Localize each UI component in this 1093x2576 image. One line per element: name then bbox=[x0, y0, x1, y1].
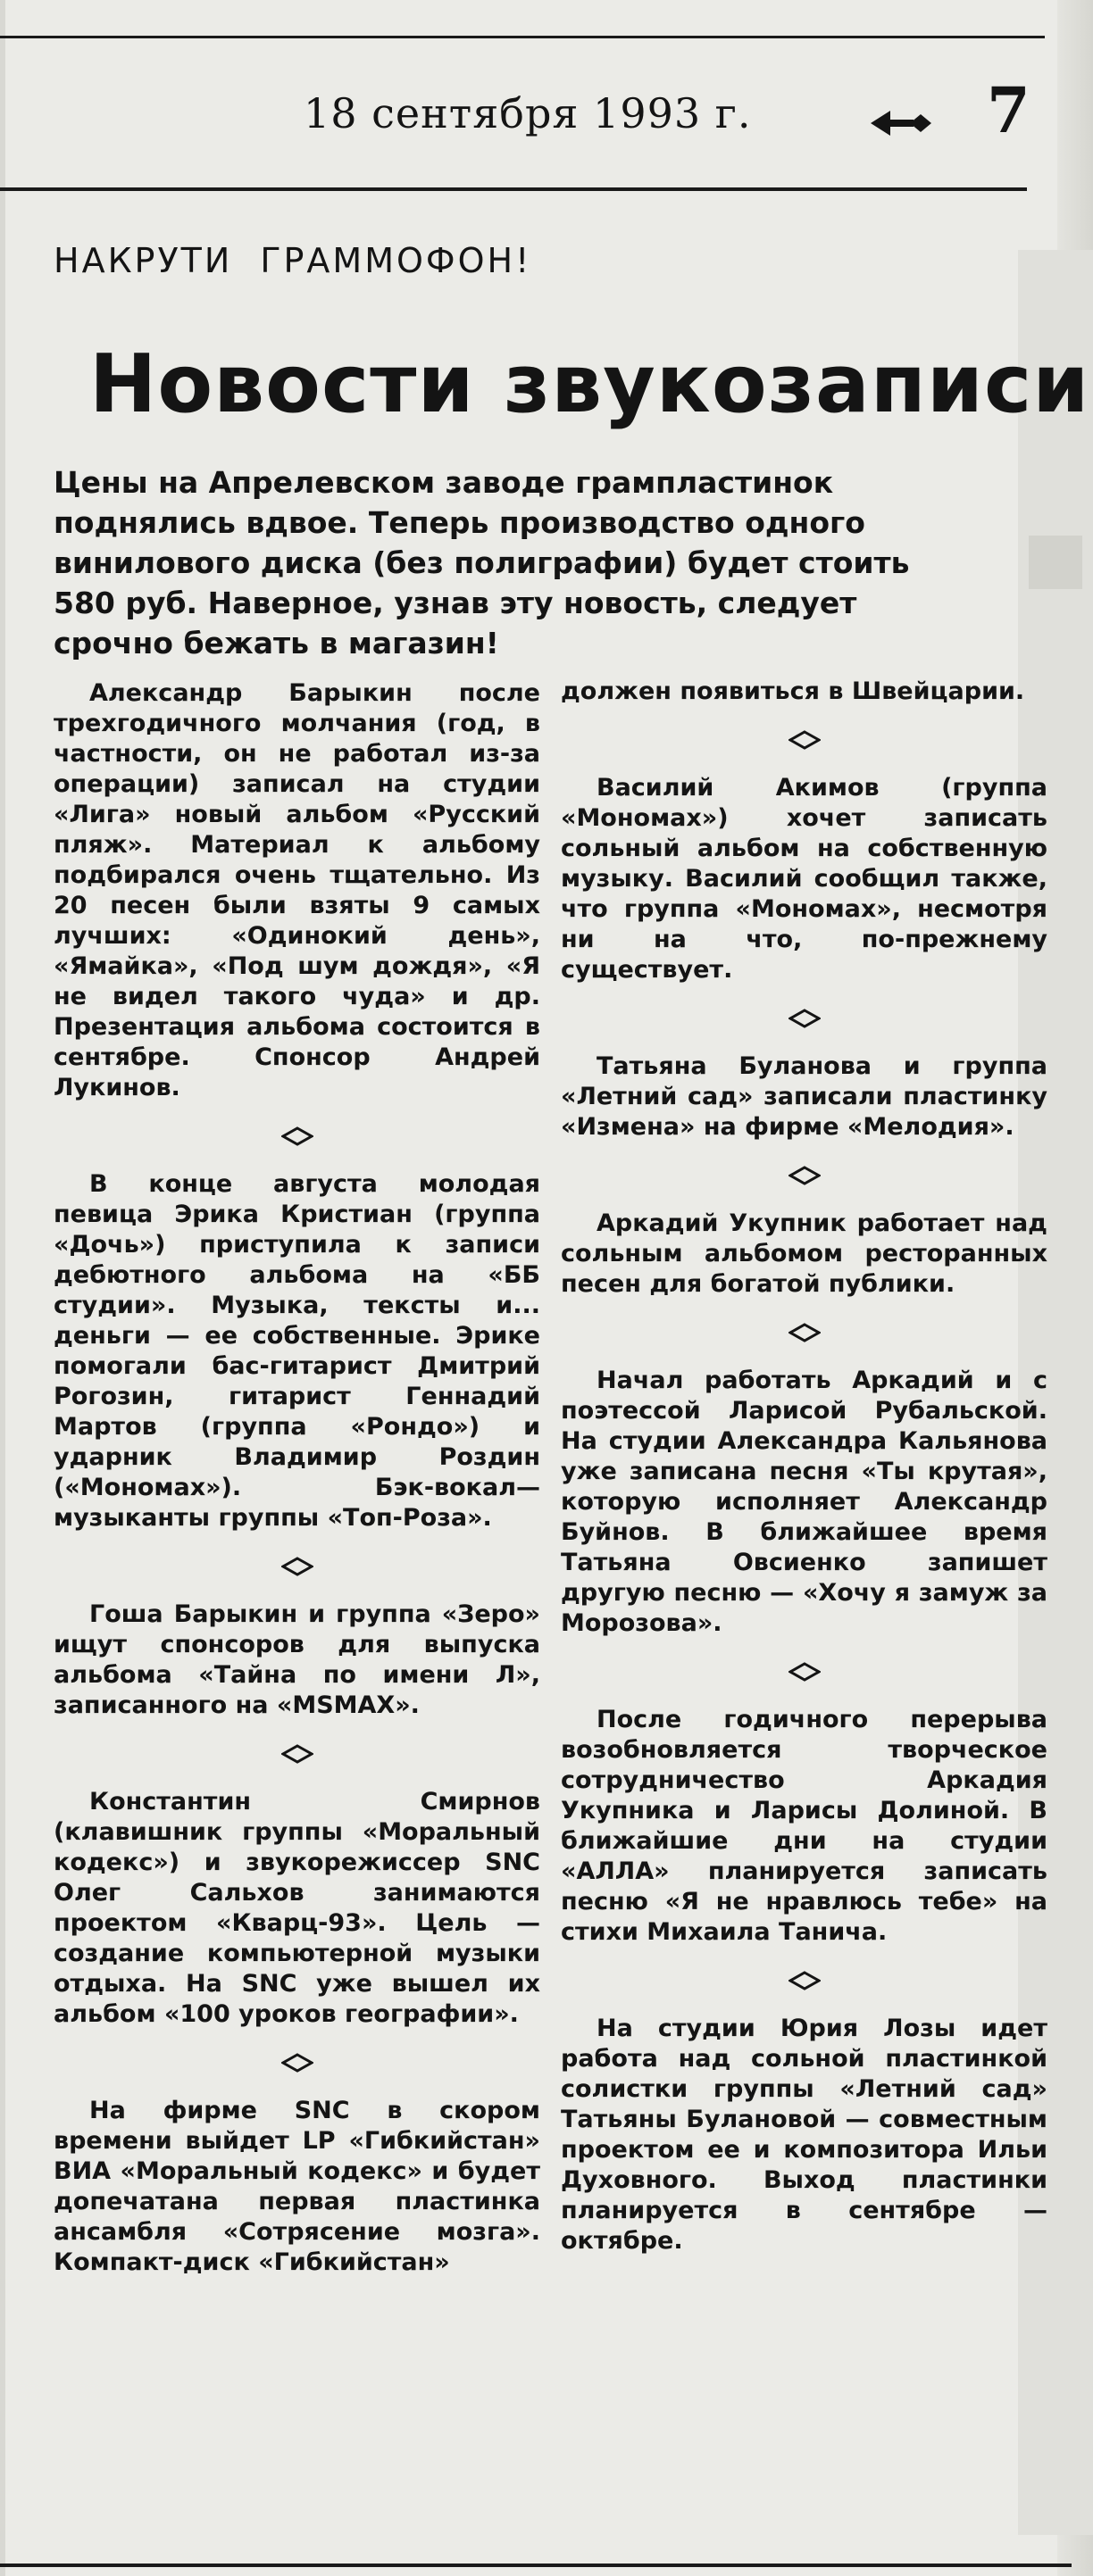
article-title: Новости звукозаписи bbox=[89, 337, 1090, 431]
rubric: НАКРУТИ ГРАММОФОН! bbox=[54, 241, 532, 280]
separator bbox=[561, 1300, 1047, 1366]
news-item: Василий Акимов (группа «Мономах») хочет записать сольный альбом на собственную музыку. Василий сообщил также, что группа «Мономах», несмотря ни на что, по-прежнему существует. bbox=[561, 774, 1047, 984]
header-rule bbox=[0, 187, 1027, 191]
diamond-separator-icon bbox=[281, 1744, 313, 1764]
separator bbox=[561, 1948, 1047, 2014]
separator bbox=[54, 1533, 540, 1600]
separator bbox=[561, 707, 1047, 773]
bottom-rule bbox=[0, 2564, 1072, 2567]
news-item: На фирме SNC в скором времени выйдет LP «Гибкийстан» ВИА «Моральный кодекс» и будет допечатана первая пластинка ансамбля «Сотрясение мозга». Компакт-диск «Гибкийстан» bbox=[54, 2097, 540, 2276]
article-lead: Цены на Апрелевском заводе грампластинок поднялись вдвое. Теперь производство одного винилового диска (без полиграфии) будет стоить 580 руб. Наверное, узнав эту новость, следует срочно бежать в магазин! bbox=[54, 465, 910, 661]
diamond-separator-icon bbox=[281, 1126, 313, 1146]
separator bbox=[561, 1143, 1047, 1209]
separator bbox=[54, 1103, 540, 1169]
diamond-separator-icon bbox=[788, 1166, 821, 1185]
news-item: Александр Барыкин после трехгодичного молчания (год, в частности, он не работал из-за операции) записал на студии «Лига» новый альбом «Русский пляж». Материал к альбому подбирался очень тщательно. Из 20 песен были взяты 9 самых лучших: «Одинокий день», «Ямайка», «Под шум дождя», «Я не видел такого чуда» и др. Презентация альбома состоится в сентябре. Спонсор Андрей Лукинов. bbox=[54, 679, 540, 1101]
page-edge bbox=[0, 0, 5, 2576]
right-column bbox=[561, 677, 1047, 2256]
diamond-separator-icon bbox=[788, 730, 821, 750]
adjacent-column-mark bbox=[1029, 536, 1082, 589]
news-item: После годичного перерыва возобновляется творческое сотрудничество Аркадия Укупника и Ларисы Долиной. В ближайшие дни на студии «АЛЛА» планируется записать песню «Я не нравлюсь тебе» на стихи Михаила Танича. bbox=[561, 1706, 1047, 1946]
news-item: Татьяна Буланова и группа «Летний сад» записали пластинку «Измена» на фирме «Мелодия». bbox=[561, 1052, 1047, 1141]
diamond-separator-icon bbox=[281, 1557, 313, 1576]
diamond-arrow-icon bbox=[871, 105, 933, 141]
diamond-separator-icon bbox=[281, 2053, 313, 2073]
diamond-separator-icon bbox=[788, 1323, 821, 1342]
news-item: Константин Смирнов (клавишник группы «Моральный кодекс») и звукорежиссер SNC Олег Сальхов занимаются проектом «Кварц-93». Цель — создание компьютерной музыки отдыха. На SNC уже вышел их альбом «100 уроков географии». bbox=[54, 1788, 540, 2028]
news-item: На студии Юрия Лозы идет работа над сольной пластинкой солистки группы «Летний сад» Татьяны Булановой — совместным проектом ее и композитора Ильи Духовного. Выход пластинки планируется в сентябре — октябре. bbox=[561, 2015, 1047, 2255]
news-item: Начал работать Аркадий и с поэтессой Ларисой Рубальской. На студии Александра Кальянова уже записана песня «Ты крутая», которую исполняет Александр Буйнов. В ближайшее время Татьяна Овсиенко запишет другую песню — «Хочу я замуж за Морозова». bbox=[561, 1367, 1047, 1637]
separator bbox=[561, 985, 1047, 1051]
page-number: 7 bbox=[987, 73, 1030, 147]
news-item: Гоша Барыкин и группа «Зеро» ищут спонсоров для выпуска альбома «Тайна по имени Л», записанного на «MSMAX». bbox=[54, 1600, 540, 1719]
issue-date: 18 сентября 1993 г. bbox=[304, 89, 752, 137]
separator bbox=[561, 1639, 1047, 1705]
header-top-rule bbox=[0, 36, 1045, 38]
diamond-separator-icon bbox=[788, 1971, 821, 1990]
diamond-separator-icon bbox=[788, 1009, 821, 1028]
separator bbox=[54, 2030, 540, 2096]
separator bbox=[54, 1721, 540, 1787]
diamond-separator-icon bbox=[788, 1662, 821, 1682]
news-item: В конце августа молодая певица Эрика Кристиан (группа «Дочь») приступила к записи дебютного альбома на «ББ студии». Музыка, тексты и... деньги — ее собственные. Эрике помогали бас-гитарист Дмитрий Рогозин, гитарист Геннадий Мартов (группа «Рондо») и ударник Владимир Роздин («Мономах»). Бэк-вокал—музыканты группы «Топ-Роза». bbox=[54, 1170, 540, 1532]
news-item: Аркадий Укупник работает над сольным альбомом ресторанных песен для богатой публики. bbox=[561, 1209, 1047, 1298]
left-column bbox=[54, 678, 540, 2278]
news-item-continuation: должен появиться в Швейцарии. bbox=[561, 677, 1025, 705]
